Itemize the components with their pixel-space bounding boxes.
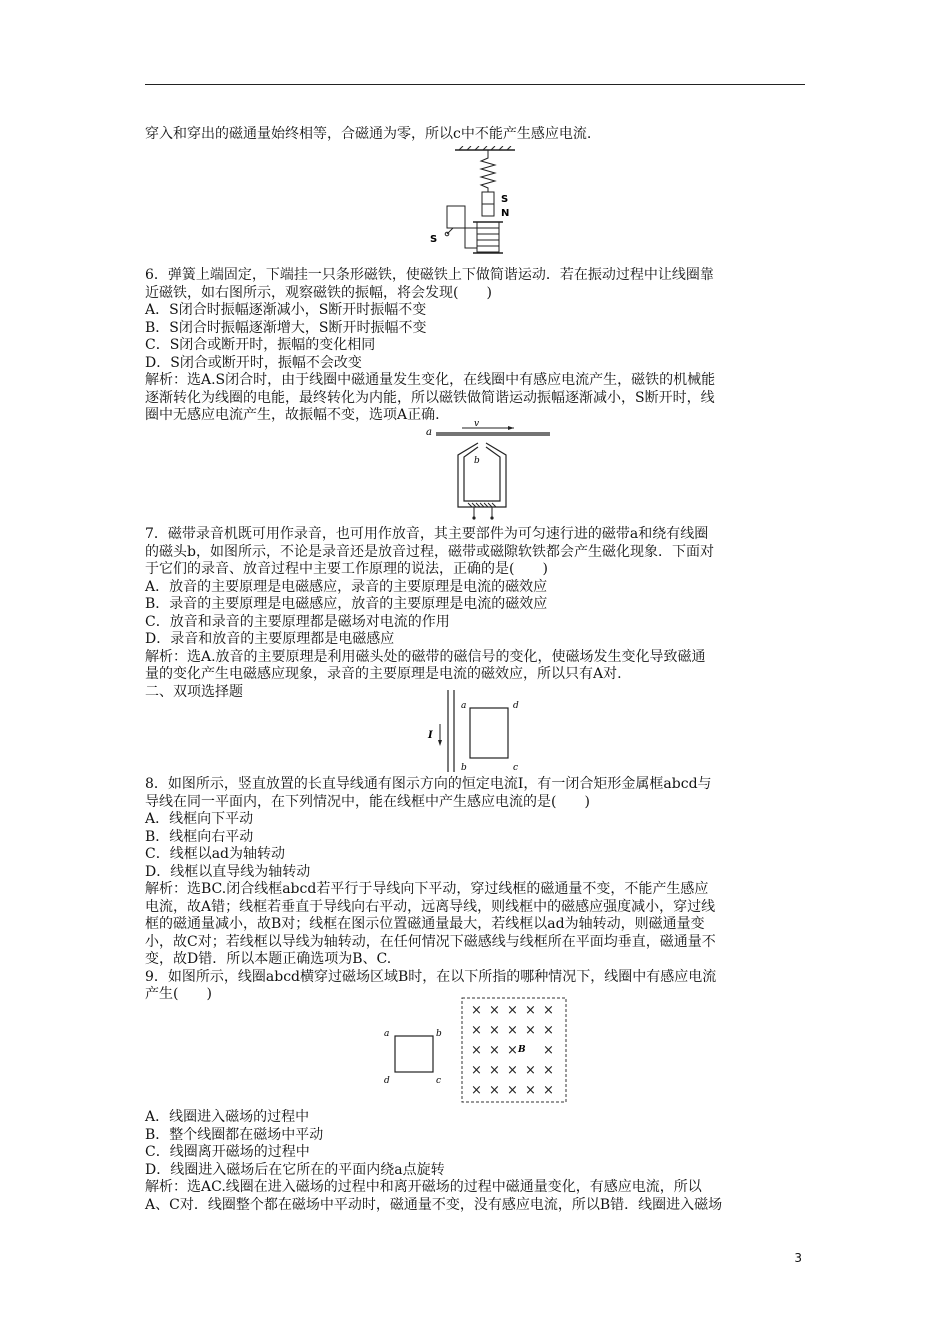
intro-text [145,126,807,144]
q9-option-b: B．整个线圈都在磁场中平动 [145,1126,324,1143]
question-9 [145,1109,807,1214]
text-line: 穿入和穿出的磁通量始终相等，合磁通为零，所以c中不能产生感应电流. [145,126,592,142]
q9-analysis-line: A、C对．线圈整个都在磁场中平动时，磁通量不变，没有感应电流，所以B错．线圈进入磁场 [145,1196,723,1213]
field-cross-mark: × [489,1023,500,1038]
field-cross-mark: × [471,1083,482,1098]
field-cross-mark: × [507,1063,518,1078]
q6-stem-line: 近磁铁，如右图所示，观察磁铁的振幅，将会发现( ) [145,284,492,301]
field-cross-mark: × [525,1023,536,1038]
q8-option-a: A．线框向下平动 [145,811,254,827]
q8-option-c: C．线框以ad为轴转动 [145,846,286,862]
field-cross-mark: × [471,1003,482,1018]
field-crosses [471,1003,554,1098]
field-cross-mark: × [543,1083,554,1098]
q9-option-a: A．线圈进入磁场的过程中 [145,1109,310,1125]
field-cross-mark: × [543,1003,554,1018]
field-cross-mark: × [543,1043,554,1058]
tape-head-figure [422,421,557,521]
wire-loop-figure [424,688,534,774]
current-i-label: I [428,730,433,741]
q7-analysis-line: 量的变化产生电磁感应现象，录音的主要原理是电流的磁效应，所以只有A对. [145,666,622,682]
field-cross-mark: × [525,1003,536,1018]
q8-analysis-line: 框的磁通量减小，故B对；线框在图示位置磁通量最大，若线框以ad为轴转动，则磁通量变 [145,916,705,932]
field-cross-mark: × [543,1023,554,1038]
q9-stem-line: 产生( ) [145,986,212,1002]
q8-analysis-line: 解析：选BC.闭合线框abcd若平行于导线向下平动，穿过线框的磁通量不变，不能产生感应 [145,881,709,897]
q9-option-d: D．线圈进入磁场后在它所在的平面内绕a点旋转 [145,1161,445,1178]
field-b-label: B [518,1045,526,1055]
q6-option-a: A．S闭合时振幅逐渐减小，S断开时振幅不变 [145,302,427,318]
q7-option-a: A．放音的主要原理是电磁感应，录音的主要原理是电流的磁效应 [145,578,548,595]
corner-a-label: a [461,701,467,711]
q8-analysis-line: 电流，故A错；线框若垂直于导线向右平动，远离导线，则线框中的磁感应强度减小，穿过线 [145,898,716,915]
q6-analysis-line: 圈中无感应电流产生，故振幅不变，选项A正确. [145,407,440,423]
field-region-figure [380,996,570,1106]
q8-analysis-line: 变，故D错．所以本题正确选项为B、C. [145,951,392,967]
corner-c-label: c [513,763,519,773]
q6-option-c: C．S闭合或断开时，振幅的变化相同 [145,337,376,353]
q7-option-c: C．放音和录音的主要原理都是磁场对电流的作用 [145,613,450,630]
corner-d-label: d [513,701,519,711]
q8-option-d: D．线框以直导线为轴转动 [145,863,311,880]
corner-b-label: b [461,763,467,773]
field-cross-mark: × [489,1043,500,1058]
field-cross-mark: × [471,1023,482,1038]
field-cross-mark: × [543,1063,554,1078]
corner-a-label: a [384,1029,390,1039]
q7-option-d: D．录音和放音的主要原理都是电磁感应 [145,631,395,647]
corner-b-label: b [436,1029,442,1039]
q8-stem-line: 8．如图所示，竖直放置的长直导线通有图示方向的恒定电流I，有一闭合矩形金属框abcd与 [145,776,712,792]
q8-option-b: B．线框向右平动 [145,828,254,845]
field-cross-mark: × [507,1083,518,1098]
field-cross-mark: × [525,1083,536,1098]
q7-stem-line: 的磁头b，如图所示，不论是录音还是放音过程，磁带或磁隙软铁都会产生磁化现象．下面对 [145,543,714,560]
magnet-n-label: N [501,208,510,219]
field-cross-mark: × [507,1043,518,1058]
question-7 [145,526,807,701]
q6-analysis-line: 解析：选A.S闭合时，由于线圈中磁通量发生变化，在线圈中有感应电流产生，磁铁的机械能 [145,372,716,388]
field-cross-mark: × [507,1003,518,1018]
question-8 [145,776,807,1004]
spring-magnet-figure [425,146,540,258]
field-cross-mark: × [489,1063,500,1078]
tape-a-label: a [426,427,432,438]
question-6 [145,267,807,425]
q8-stem-line: 导线在同一平面内，在下列情况中，能在线框中产生感应电流的是( ) [145,793,590,810]
q6-analysis-line: 逐渐转化为线圈的电能，最终转化为内能，所以磁铁做简谐运动振幅逐渐减小，S断开时，线 [145,389,715,406]
q9-option-c: C．线圈离开磁场的过程中 [145,1144,310,1160]
q6-stem-line: 6．弹簧上端固定，下端挂一只条形磁铁，使磁铁上下做简谐运动．若在振动过程中让线圈靠 [145,267,714,283]
velocity-v-label: v [474,421,480,429]
magnet-s-label: S [501,194,509,205]
field-cross-mark: × [471,1063,482,1078]
q8-analysis-line: 小，故C对；若线框以导线为轴转动，在任何情况下磁感线与线框所在平面均垂直，磁通量不 [145,933,716,950]
q7-option-b: B．录音的主要原理是电磁感应，放音的主要原理是电流的磁效应 [145,596,548,612]
page-number: 3 [794,1251,802,1265]
field-cross-mark: × [525,1063,536,1078]
q7-analysis-line: 解析：选A.放音的主要原理是利用磁头处的磁带的磁信号的变化，使磁场发生变化导致磁通 [145,648,706,665]
q6-option-b: B．S闭合时振幅逐渐增大，S断开时振幅不变 [145,319,427,336]
q7-stem-line: 于它们的录音、放音过程中主要工作原理的说法，正确的是( ) [145,561,548,577]
switch-label: S [430,234,438,245]
section-heading: 二、双项选择题 [145,683,243,700]
corner-d-label: d [384,1076,390,1086]
header-rule [145,84,805,85]
corner-c-label: c [436,1076,442,1086]
field-cross-mark: × [489,1003,500,1018]
head-b-label: b [474,456,480,466]
q9-stem-line: 9．如图所示，线圈abcd横穿过磁场区域B时，在以下所指的哪种情况下，线圈中有感应电流 [145,968,717,985]
field-cross-mark: × [489,1083,500,1098]
q6-option-d: D．S闭合或断开时，振幅不会改变 [145,354,362,371]
q9-analysis-line: 解析：选AC.线圈在进入磁场的过程中和离开磁场的过程中磁通量变化，有感应电流，所以 [145,1179,702,1195]
field-cross-mark: × [507,1023,518,1038]
field-cross-mark: × [471,1043,482,1058]
q7-stem-line: 7．磁带录音机既可用作录音，也可用作放音，其主要部件为可匀速行进的磁带a和绕有线圈 [145,526,709,542]
